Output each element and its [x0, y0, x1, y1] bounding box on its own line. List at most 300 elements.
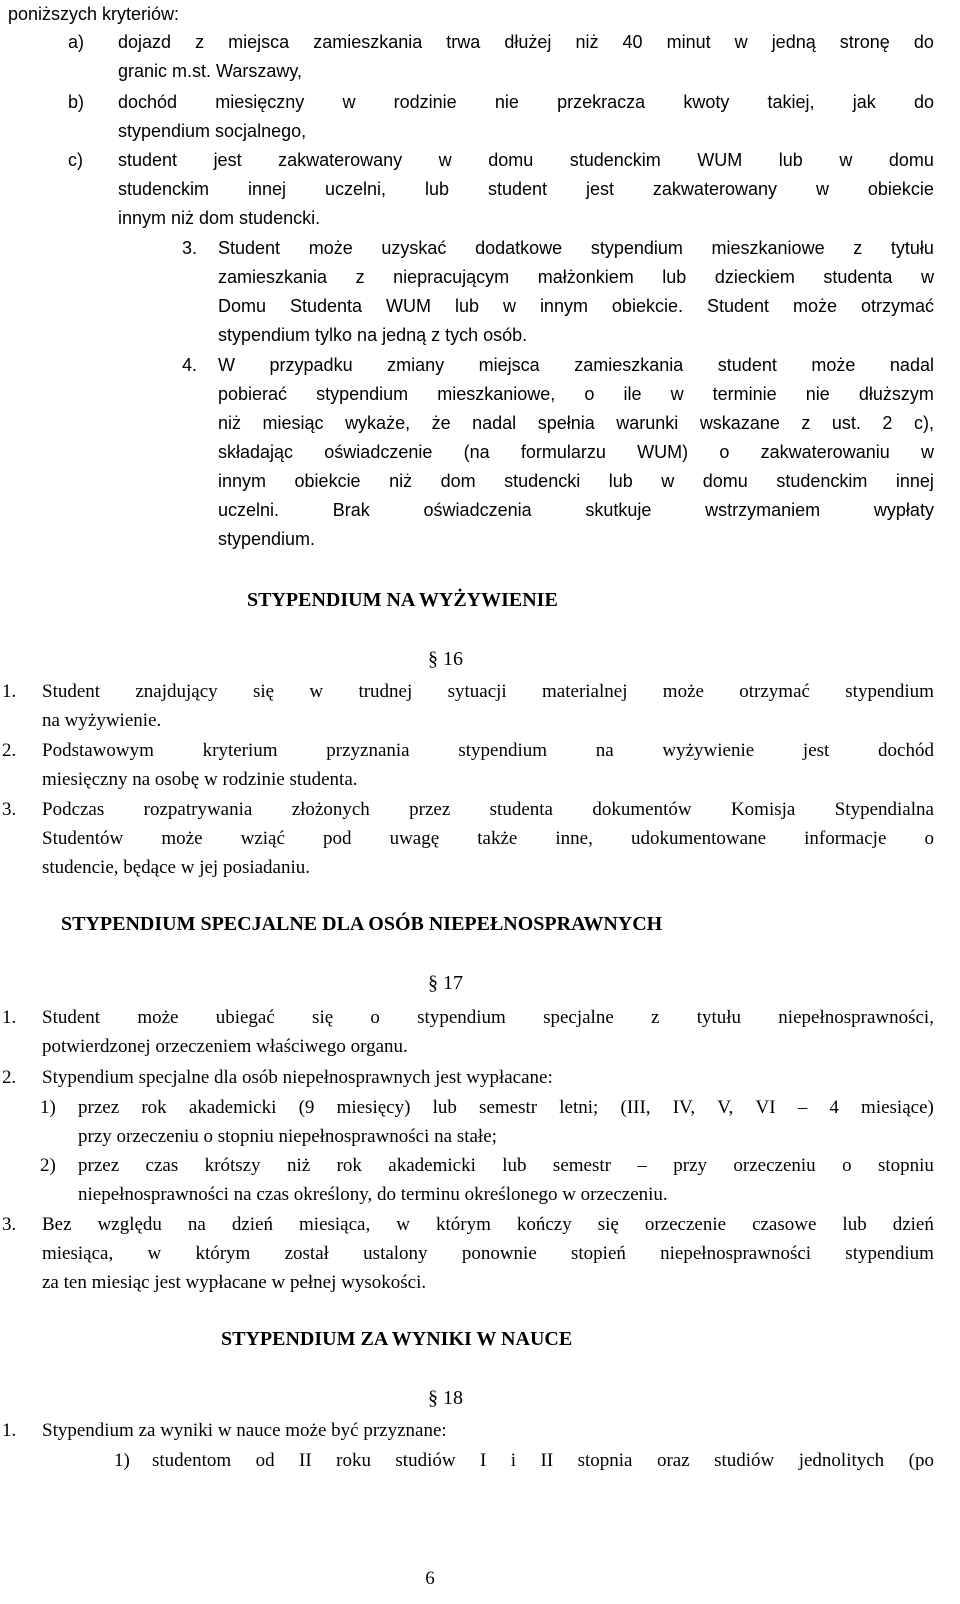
word: może: [161, 828, 203, 849]
word: z: [853, 238, 863, 258]
word: IV,: [672, 1097, 696, 1118]
point-number: 3.: [2, 799, 17, 820]
word: miesiąca,: [299, 1214, 371, 1235]
word: którym: [195, 1243, 251, 1264]
text-line: za ten miesiąc jest wypłacane w pełnej wysokości.: [42, 1272, 427, 1293]
word: dzień: [231, 1214, 274, 1235]
word: student: [118, 150, 178, 170]
text-line: [218, 438, 934, 467]
word: V,: [717, 1097, 734, 1118]
text-line: Stypendium specjalne dla osób niepełnosprawnych jest wypłacane:: [42, 1067, 553, 1088]
word: W: [218, 355, 235, 375]
word: uczelni.: [218, 500, 280, 520]
word: materialnej: [542, 681, 628, 702]
text-line: [118, 88, 934, 117]
word: w: [815, 179, 829, 199]
word: jest: [585, 179, 614, 199]
text-line: potwierdzonej orzeczeniem właściwego organu.: [42, 1036, 408, 1057]
word: studenckim: [118, 179, 210, 199]
word: roku: [336, 1450, 371, 1471]
word: do: [913, 92, 934, 112]
word: czas: [145, 1155, 179, 1176]
word: że: [431, 413, 451, 433]
word: zakwaterowany: [652, 179, 777, 199]
text-line: [42, 824, 934, 853]
word: orzeczenie: [644, 1214, 727, 1235]
word: studiów: [395, 1450, 456, 1471]
word: nie: [494, 92, 519, 112]
paragraph-symbol: § 17: [428, 972, 463, 994]
point-1: [2, 1416, 934, 1445]
word: rozpatrywania: [143, 799, 253, 820]
word: studenta: [489, 799, 553, 820]
word: niepełnosprawności: [660, 1243, 812, 1264]
word: czasowe: [752, 1214, 817, 1235]
word: studencki: [504, 471, 581, 491]
word: niż: [575, 32, 599, 52]
word: studenckim: [776, 471, 868, 491]
word: przy: [673, 1155, 708, 1176]
subpoint-number: 1): [40, 1097, 56, 1118]
word: nie: [805, 384, 830, 404]
word: ponownie: [461, 1243, 537, 1264]
word: Studentów: [42, 828, 124, 849]
word: pod: [322, 828, 352, 849]
word: może: [811, 355, 856, 375]
subpoint-1: [40, 1093, 934, 1151]
word: w: [839, 150, 853, 170]
word: otrzymać: [860, 296, 934, 316]
word: formularzu: [520, 442, 606, 462]
word: uczelni,: [324, 179, 387, 199]
word: lub: [608, 471, 633, 491]
word: dokumentów: [592, 799, 692, 820]
word: warunki: [616, 413, 679, 433]
word: dodatkowe: [475, 238, 563, 258]
word: jednolitych: [798, 1450, 885, 1471]
word: c),: [913, 413, 934, 433]
word: został: [284, 1243, 329, 1264]
text-line: przy orzeczeniu o stopniu niepełnosprawności na stałe;: [78, 1126, 497, 1147]
word: lub: [454, 296, 479, 316]
criterion-b: [68, 88, 934, 146]
word: miejsca: [478, 355, 540, 375]
word: 40: [622, 32, 643, 52]
word: WUM: [697, 150, 743, 170]
point-1: [2, 1003, 934, 1061]
text-line: [42, 795, 934, 824]
word: z: [651, 1007, 660, 1028]
word: nadal: [472, 413, 517, 433]
word: o: [584, 384, 595, 404]
intro-text: poniższych kryteriów:: [8, 4, 180, 24]
word: niż: [286, 1155, 311, 1176]
section-heading: STYPENDIUM ZA WYNIKI W NAUCE: [221, 1328, 573, 1350]
subpoint-2: [40, 1151, 934, 1209]
word: kończy: [516, 1214, 572, 1235]
text-line: Stypendium za wyniki w nauce może być przyznane:: [42, 1420, 447, 1441]
word: rok: [141, 1097, 167, 1118]
word: II: [540, 1450, 554, 1471]
word: w: [438, 150, 452, 170]
word: tytułu: [890, 238, 934, 258]
word: z: [355, 267, 365, 287]
word: minut: [666, 32, 711, 52]
word: stypendium: [590, 238, 683, 258]
word: i: [510, 1450, 517, 1471]
word: otrzymać: [739, 681, 810, 702]
word: o: [719, 442, 730, 462]
text-line: [78, 1093, 934, 1122]
word: dochód: [878, 740, 934, 761]
word: zmiany: [387, 355, 445, 375]
word: miejsca: [228, 32, 290, 52]
word: innej: [248, 179, 287, 199]
word: niż: [389, 471, 413, 491]
word: ust.: [831, 413, 861, 433]
point-3: [2, 1210, 934, 1297]
word: studenckim: [569, 150, 661, 170]
word: stypendium: [845, 1243, 934, 1264]
word: niż: [218, 413, 242, 433]
word: nadal: [889, 355, 934, 375]
word: ubiegać: [215, 1007, 275, 1028]
word: zamieszkania: [574, 355, 684, 375]
word: VI: [755, 1097, 776, 1118]
point-3: [2, 795, 934, 882]
word: Stypendialna: [834, 799, 934, 820]
word: (na: [463, 442, 490, 462]
word: w: [147, 1243, 162, 1264]
text-line: stypendium socjalnego,: [118, 121, 307, 141]
criterion-a: [68, 28, 934, 86]
word: dom: [440, 471, 476, 491]
word: obiekcie: [867, 179, 934, 199]
word: –: [637, 1155, 647, 1176]
word: Studenta: [289, 296, 363, 316]
word: stopnia: [577, 1450, 633, 1471]
word: (9: [298, 1097, 315, 1118]
word: student: [717, 355, 777, 375]
word: z: [801, 413, 811, 433]
point-2: [2, 1063, 934, 1092]
word: –: [797, 1097, 808, 1118]
word: lub: [432, 1097, 457, 1118]
word: także: [477, 828, 518, 849]
word: przypadku: [269, 355, 353, 375]
text-line: [42, 1003, 934, 1032]
word: trwa: [446, 32, 481, 52]
word: stypendium: [417, 1007, 506, 1028]
text-line: innym niż dom studencki.: [118, 208, 321, 228]
criterion-label: a): [68, 32, 85, 52]
word: skutkuje: [585, 500, 652, 520]
text-line: stypendium tylko na jedną z tych osób.: [218, 325, 528, 345]
word: w: [309, 681, 324, 702]
word: II: [299, 1450, 312, 1471]
word: Domu: [218, 296, 267, 316]
word: składając: [218, 442, 294, 462]
word: Student: [706, 296, 769, 316]
word: Student: [42, 1007, 101, 1028]
word: miesięcy): [336, 1097, 411, 1118]
word: uwagę: [389, 828, 440, 849]
word: przez: [78, 1097, 120, 1118]
text-line: [218, 351, 934, 380]
word: domu: [488, 150, 534, 170]
word: stronę: [839, 32, 890, 52]
word: może: [137, 1007, 179, 1028]
word: oświadczenie: [324, 442, 433, 462]
word: wstrzymaniem: [705, 500, 821, 520]
word: przyznania: [326, 740, 410, 761]
word: orzeczeniu: [733, 1155, 816, 1176]
word: spełnia: [537, 413, 595, 433]
word: złożonych: [291, 799, 370, 820]
word: WUM: [386, 296, 431, 316]
word: oraz: [656, 1450, 690, 1471]
word: innym: [539, 296, 588, 316]
section-heading: STYPENDIUM NA WYŻYWIENIE: [247, 589, 558, 611]
word: o: [842, 1155, 852, 1176]
word: wziąć: [240, 828, 285, 849]
word: się: [252, 681, 275, 702]
subpoint-1: [114, 1446, 934, 1475]
text-line: [218, 496, 934, 525]
word: 2: [882, 413, 893, 433]
text-line: [118, 146, 934, 175]
word: w: [670, 384, 684, 404]
criterion-label: c): [68, 150, 83, 170]
point-number: 1.: [2, 681, 17, 702]
word: w: [396, 1214, 410, 1235]
word: innym: [218, 471, 267, 491]
word: informacje: [804, 828, 887, 849]
word: do: [913, 32, 934, 52]
word: letni;: [559, 1097, 599, 1118]
word: w: [734, 32, 748, 52]
word: oświadczenia: [423, 500, 532, 520]
word: kryterium: [202, 740, 278, 761]
word: tytułu: [696, 1007, 742, 1028]
word: Podczas: [42, 799, 105, 820]
word: się: [312, 1007, 334, 1028]
word: w: [661, 471, 675, 491]
word: którym: [435, 1214, 491, 1235]
word: dłuższym: [858, 384, 934, 404]
text-line: [42, 677, 934, 706]
text-line: [152, 1446, 934, 1475]
word: niepełnosprawności,: [778, 1007, 934, 1028]
criterion-c: [68, 146, 934, 233]
word: (III,: [620, 1097, 651, 1118]
text-line: [218, 467, 934, 496]
criterion-label: b): [68, 92, 85, 112]
word: WUM): [637, 442, 689, 462]
word: lub: [502, 1155, 527, 1176]
point-number: 1.: [2, 1007, 17, 1028]
word: lub: [778, 150, 803, 170]
word: inne,: [555, 828, 593, 849]
word: 4: [829, 1097, 839, 1118]
word: studiów: [714, 1450, 775, 1471]
word: w: [920, 267, 934, 287]
word: przekracza: [557, 92, 646, 112]
word: Student: [218, 238, 281, 258]
word: pobierać: [218, 384, 288, 404]
text-line: [118, 175, 934, 204]
word: małżonkiem: [537, 267, 634, 287]
word: z: [195, 32, 205, 52]
text-line: [42, 1210, 934, 1239]
word: kwoty: [683, 92, 730, 112]
word: semestr: [552, 1155, 611, 1176]
word: dłużej: [504, 32, 552, 52]
text-line: [218, 380, 934, 409]
word: studenta: [823, 267, 893, 287]
word: semestr: [479, 1097, 538, 1118]
word: zakwaterowany: [278, 150, 403, 170]
word: rodzinie: [393, 92, 457, 112]
word: stypendium: [316, 384, 409, 404]
word: zamieszkania: [313, 32, 423, 52]
point-number: 2.: [2, 740, 17, 761]
word: może: [662, 681, 704, 702]
word: lub: [662, 267, 687, 287]
word: jest: [802, 740, 830, 761]
word: od: [255, 1450, 275, 1471]
word: w: [342, 92, 356, 112]
word: takiej,: [767, 92, 815, 112]
section-heading: STYPENDIUM SPECJALNE DLA OSÓB NIEPEŁNOSPRAWNYCH: [61, 913, 663, 935]
word: obiekcie.: [611, 296, 683, 316]
paragraph-3: [182, 234, 934, 350]
word: miesiąc: [262, 413, 324, 433]
word: krótszy: [204, 1155, 261, 1176]
point-number: 2.: [2, 1067, 17, 1088]
paragraph-symbol: § 16: [428, 648, 463, 670]
word: specjalne: [543, 1007, 614, 1028]
word: student: [487, 179, 547, 199]
word: domu: [702, 471, 748, 491]
text-line: [42, 736, 934, 765]
word: domu: [888, 150, 934, 170]
word: Bez: [42, 1214, 72, 1235]
word: względu: [97, 1214, 162, 1235]
text-line: [218, 263, 934, 292]
word: na: [595, 740, 614, 761]
word: akademicki: [188, 1097, 277, 1118]
word: I: [480, 1450, 487, 1471]
word: mieszkaniowe: [711, 238, 825, 258]
subpoint-number: 1): [114, 1450, 130, 1471]
word: innej: [895, 471, 934, 491]
word: jedną: [771, 32, 816, 52]
word: obiekcie: [294, 471, 361, 491]
word: miesiące): [861, 1097, 934, 1118]
word: udokumentowane: [630, 828, 767, 849]
word: dochód: [118, 92, 178, 112]
text-line: miesięczny na osobę w rodzinie studenta.: [42, 769, 358, 790]
word: rok: [336, 1155, 362, 1176]
word: mieszkaniowe,: [437, 384, 556, 404]
text-line: [118, 28, 934, 57]
word: sytuacji: [447, 681, 507, 702]
word: przez: [78, 1155, 120, 1176]
word: lub: [424, 179, 449, 199]
word: stypendium: [458, 740, 548, 761]
text-line: [218, 234, 934, 263]
text-line: studencie, będące w jej posiadaniu.: [42, 857, 311, 878]
word: miesiąca,: [42, 1243, 114, 1264]
paragraph-4: [182, 351, 934, 554]
word: wyżywienie: [662, 740, 755, 761]
point-1: [2, 677, 934, 735]
text-line: na wyżywienie.: [42, 710, 162, 731]
text-line: [218, 409, 934, 438]
word: przez: [409, 799, 451, 820]
word: dzień: [892, 1214, 934, 1235]
word: Komisja: [730, 799, 796, 820]
paragraph-number: 3.: [182, 238, 198, 258]
text-line: niepełnosprawności na czas określony, do terminu określonego w orzeczeniu.: [78, 1184, 668, 1205]
word: miesięczny: [215, 92, 305, 112]
text-line: [218, 292, 934, 321]
word: jak: [852, 92, 876, 112]
paragraph-symbol: § 18: [428, 1387, 463, 1409]
word: lub: [842, 1214, 867, 1235]
word: może: [308, 238, 353, 258]
word: w: [502, 296, 516, 316]
word: Student: [42, 681, 101, 702]
word: stypendium: [845, 681, 934, 702]
word: studentom: [152, 1450, 232, 1471]
word: niepracującym: [393, 267, 510, 287]
word: jest: [213, 150, 242, 170]
word: może: [792, 296, 837, 316]
word: trudnej: [358, 681, 413, 702]
word: wykaże,: [345, 413, 411, 433]
word: zamieszkania: [218, 267, 328, 287]
word: w: [920, 442, 934, 462]
point-number: 1.: [2, 1420, 17, 1441]
text-line: granic m.st. Warszawy,: [118, 61, 303, 81]
word: (po: [908, 1450, 934, 1471]
word: Brak: [332, 500, 370, 520]
word: akademicki: [388, 1155, 476, 1176]
word: wypłaty: [873, 500, 934, 520]
word: wskazane: [699, 413, 780, 433]
point-number: 3.: [2, 1214, 17, 1235]
word: terminie: [712, 384, 777, 404]
word: ile: [623, 384, 642, 404]
subpoint-number: 2): [40, 1155, 56, 1176]
text-line: [42, 1239, 934, 1268]
point-2: [2, 736, 934, 794]
paragraph-number: 4.: [182, 355, 198, 375]
word: ustalony: [363, 1243, 428, 1264]
word: o: [370, 1007, 380, 1028]
word: dojazd: [118, 32, 172, 52]
word: dzieckiem: [714, 267, 795, 287]
word: uzyskać: [381, 238, 447, 258]
word: o: [924, 828, 934, 849]
word: na: [187, 1214, 206, 1235]
word: stopień: [571, 1243, 626, 1264]
text-line: stypendium.: [218, 529, 316, 549]
text-line: [78, 1151, 934, 1180]
word: Podstawowym: [42, 740, 154, 761]
